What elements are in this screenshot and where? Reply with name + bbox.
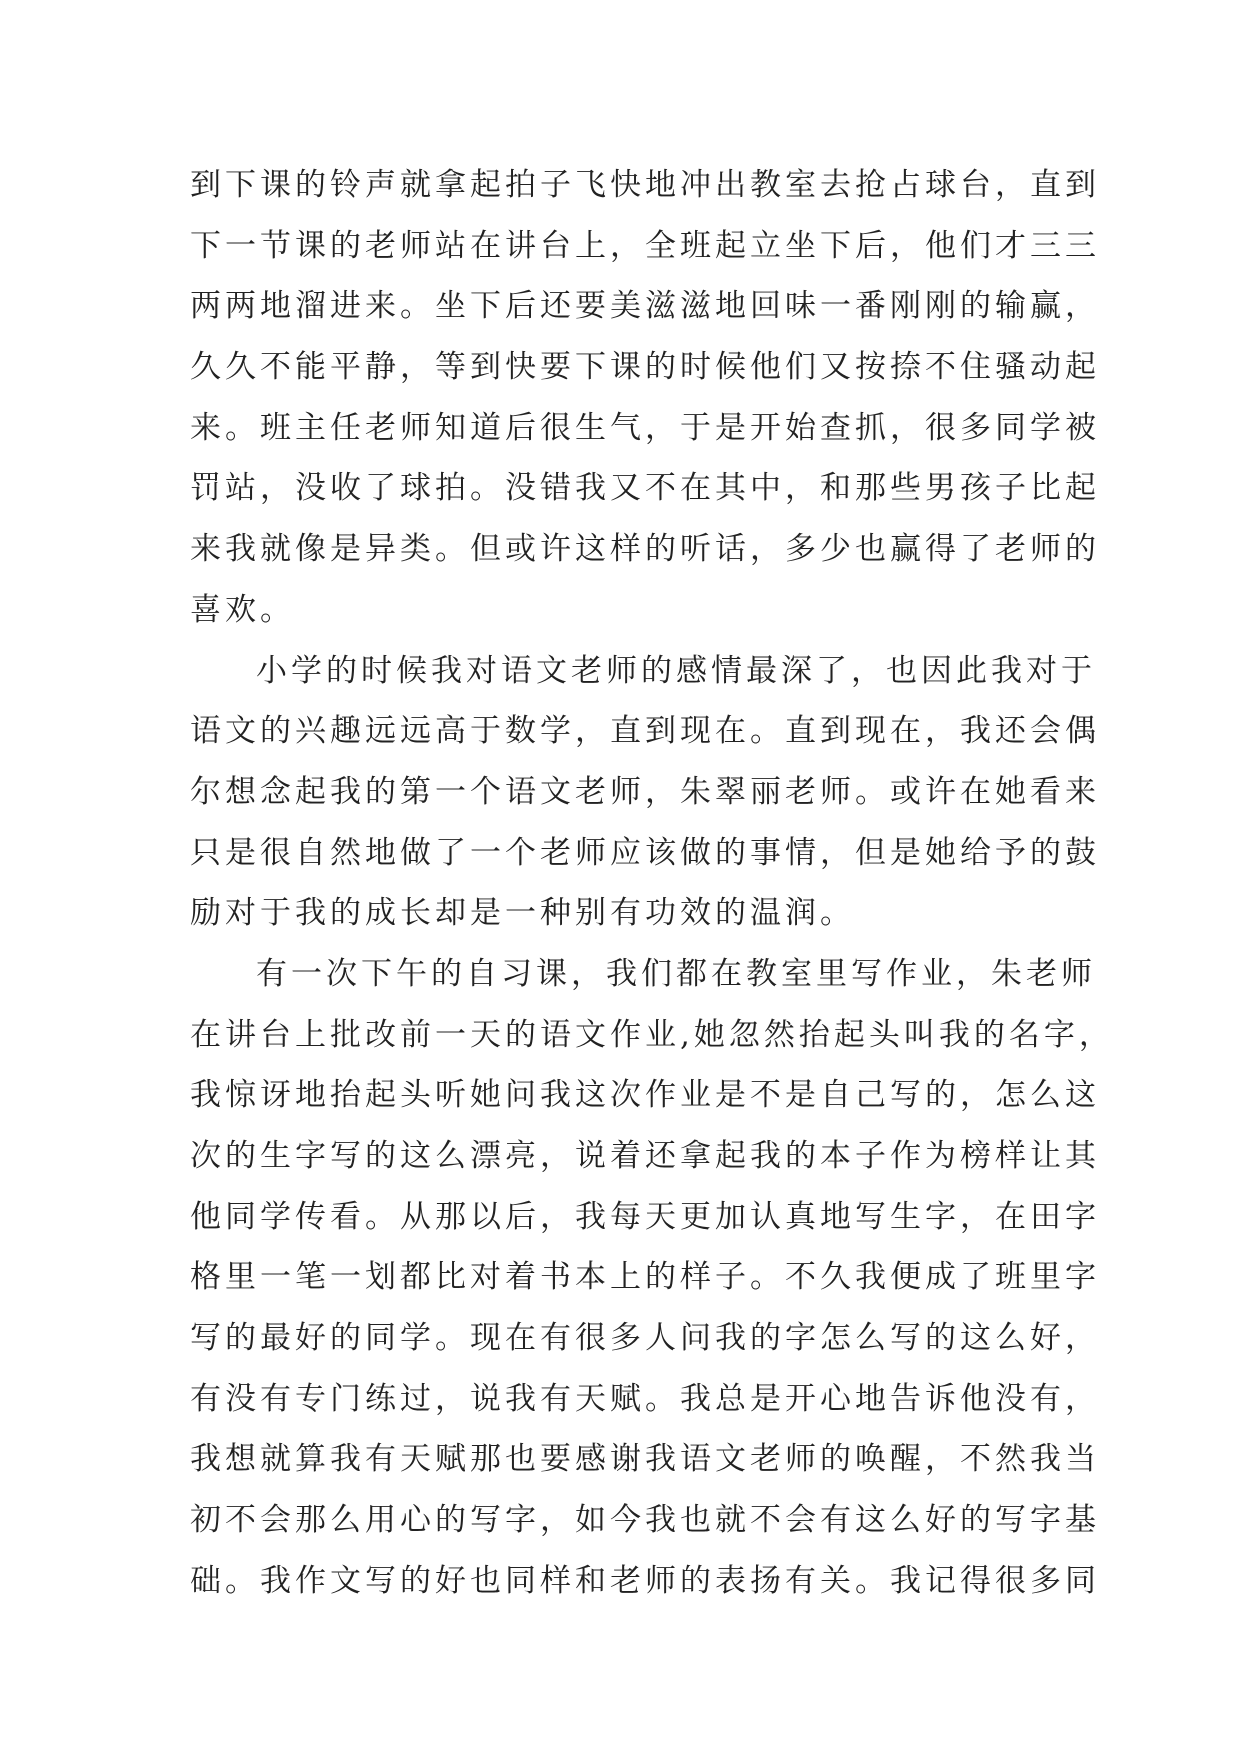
text-line: 久久不能平静，等到快要下课的时候他们又按捺不住骚动起 [190,349,1100,386]
text-line: 只是很自然地做了一个老师应该做的事情，但是她给予的鼓 [190,834,1100,871]
text-line: 写的最好的同学。现在有很多人问我的字怎么写的这么好， [190,1320,1100,1357]
text-line: 他同学传看。从那以后，我每天更加认真地写生字，在田字 [190,1198,1100,1235]
body-text [190,155,1114,1612]
text-line: 在讲台上批改前一天的语文作业,她忽然抬起头叫我的名字， [190,1016,1114,1053]
text-line: 我想就算我有天赋那也要感谢我语文老师的唤醒，不然我当 [190,1441,1100,1478]
text-line: 到下课的铃声就拿起拍子飞快地冲出教室去抢占球台，直到 [190,167,1100,203]
text-line: 格里一笔一划都比对着书本上的样子。不久我便成了班里字 [190,1259,1100,1296]
text-line: 励对于我的成长却是一种别有功效的温润。 [190,895,855,932]
text-line: 下一节课的老师站在讲台上，全班起立坐下后，他们才三三 [190,227,1100,264]
text-line: 来。班主任老师知道后很生气，于是开始查抓，很多同学被 [190,409,1100,446]
text-line: 尔想念起我的第一个语文老师，朱翠丽老师。或许在她看来 [190,773,1100,810]
text-line: 两两地溜进来。坐下后还要美滋滋地回味一番刚刚的输赢， [190,288,1100,325]
text-line: 来我就像是异类。但或许这样的听话，多少也赢得了老师的 [190,531,1100,568]
text-line: 初不会那么用心的写字，如今我也就不会有这么好的写字基 [190,1502,1100,1539]
text-line: 次的生字写的这么漂亮，说着还拿起我的本子作为榜样让其 [190,1138,1100,1174]
text-line: 喜欢。 [190,591,295,628]
text-line: 有一次下午的自习课，我们都在教室里写作业，朱老师 [256,955,1096,992]
text-line: 有没有专门练过，说我有天赋。我总是开心地告诉他没有， [190,1380,1100,1417]
text-line: 我惊讶地抬起头听她问我这次作业是不是自己写的，怎么这 [190,1077,1100,1114]
text-line: 小学的时候我对语文老师的感情最深了，也因此我对于 [256,652,1096,689]
text-line: 罚站，没收了球拍。没错我又不在其中，和那些男孩子比起 [190,470,1100,507]
text-line: 础。我作文写的好也同样和老师的表扬有关。我记得很多同 [190,1562,1100,1599]
text-line: 语文的兴趣远远高于数学，直到现在。直到现在，我还会偶 [190,713,1100,750]
